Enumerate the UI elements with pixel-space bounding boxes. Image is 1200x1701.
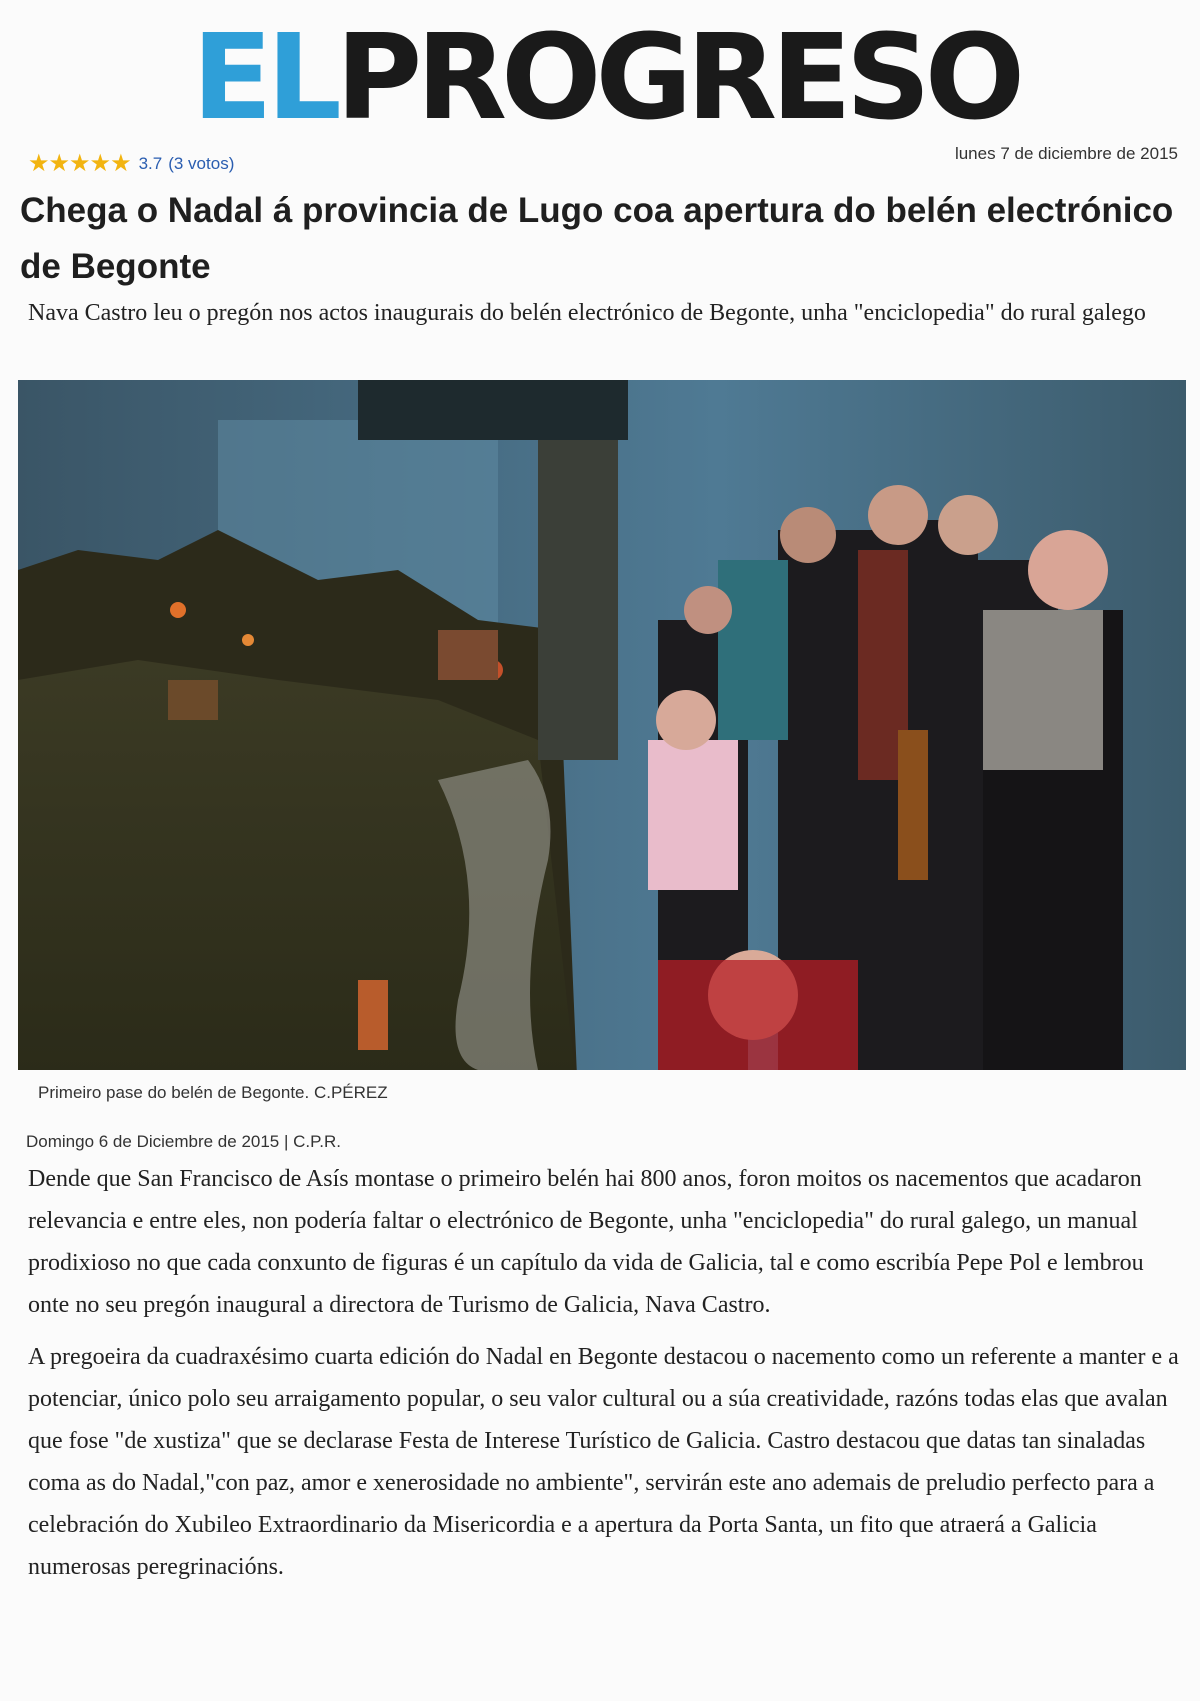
rating-score: 3.7	[138, 154, 163, 173]
masthead-logo[interactable]	[192, 8, 1020, 146]
article-headline: Chega o Nadal á provincia de Lugo coa apertura do belén electrónico de Begonte	[20, 191, 1174, 286]
article-photo	[18, 380, 1186, 1070]
article-body	[28, 1158, 1188, 1598]
edition-date: lunes 7 de diciembre de 2015	[954, 144, 1178, 163]
rating-votes: (3 votos)	[168, 154, 235, 173]
photo-caption: Primeiro pase do belén de Begonte. C.PÉREZ	[38, 1083, 388, 1102]
article-rating[interactable]	[28, 152, 234, 176]
article-paragraph: A pregoeira da cuadraxésimo cuarta edición do Nadal en Begonte destacou o nacemento como un referente a manter e a potenciar, único polo seu arraigamento popular, o seu valor cultural ou a súa creatividade, razóns todas elas que avalan que fose "de xustiza" que se declarase Festa de Interese Turístico de Galicia. Castro destacou que datas tan sinaladas coma as do Nadal,"con paz, amor e xenerosidade no ambiente", servirán este ano ademais de preludio perfecto para a celebración do Xubileo Extraordinario da Misericordia e a apertura da Porta Santa, un fito que atraerá a Galicia numerosas peregrinacións.	[28, 1344, 1179, 1580]
star-rating-icon[interactable]: ★★★★★	[28, 150, 131, 177]
article-subtitle: Nava Castro leu o pregón nos actos inaugurais do belén electrónico de Begonte, unha "enciclopedia" do rural galego	[28, 300, 1146, 326]
nativity-scene-photo-icon	[18, 380, 1186, 1070]
logo-el: EL	[192, 8, 336, 146]
article-paragraph: Dende que San Francisco de Asís montase o primeiro belén hai 800 anos, foron moitos os nacementos que acadaron relevancia e entre eles, non podería faltar o electrónico de Begonte, unha "enciclopedia" do rural galego, un manual prodixioso no que cada conxunto de figuras é un capítulo da vida de Galicia, tal e como escribía Pepe Pol e lembrou onte no seu pregón inaugural a directora de Turismo de Galicia, Nava Castro.	[28, 1166, 1144, 1318]
logo-progreso: PROGRESO	[335, 8, 1020, 146]
article-byline: Domingo 6 de Diciembre de 2015 | C.P.R.	[26, 1132, 341, 1151]
